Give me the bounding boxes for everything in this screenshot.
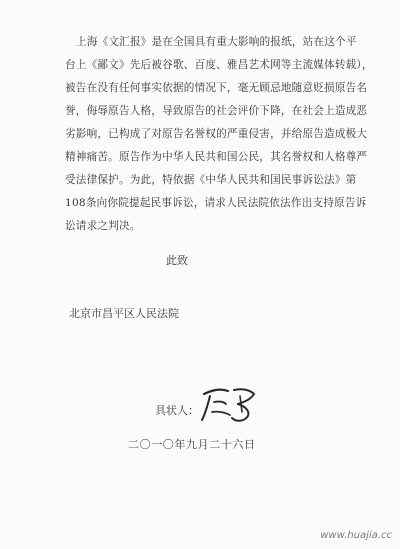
handwritten-signature (198, 382, 260, 426)
paragraph-line: 108条向你院提起民事诉讼，请求人民法院依法作出支持原告诉 (65, 197, 367, 209)
filing-date: 二〇一〇年九月二十六日 (128, 438, 256, 451)
paragraph-line: 精神痛苦。原告作为中华人民共和国公民，其名誉权和人格尊严 (65, 151, 368, 163)
paragraph-line: 上海《文汇报》是在全国具有重大影响的报纸，站在这个平 (76, 36, 357, 48)
paragraph-line: 讼请求之判决。 (65, 220, 141, 232)
paragraph-line: 劣影响，已构成了对原告名誉权的严重侵害，并给原告造成极大 (65, 128, 368, 140)
paragraph-line: 誉，侮辱原告人格，导致原告的社会评价下降，在社会上造成恶 (65, 105, 368, 117)
paragraph-line: 受法律保护。为此，特依据《中华人民共和国民事诉讼法》第 (65, 174, 357, 186)
signer-label: 具状人： (155, 404, 199, 417)
paragraph-line: 被告在没有任何事实依据的情况下，毫无顾忌地随意贬损原告名 (65, 82, 368, 94)
closing-salutation: 此致 (166, 254, 188, 267)
paragraph-line: 台上《鄙文》先后被谷歌、百度、雅昌艺术网等主流媒体转载）， (65, 59, 373, 71)
site-watermark: www.huajia.cc (320, 530, 392, 541)
court-name: 北京市昌平区人民法院 (69, 307, 179, 320)
